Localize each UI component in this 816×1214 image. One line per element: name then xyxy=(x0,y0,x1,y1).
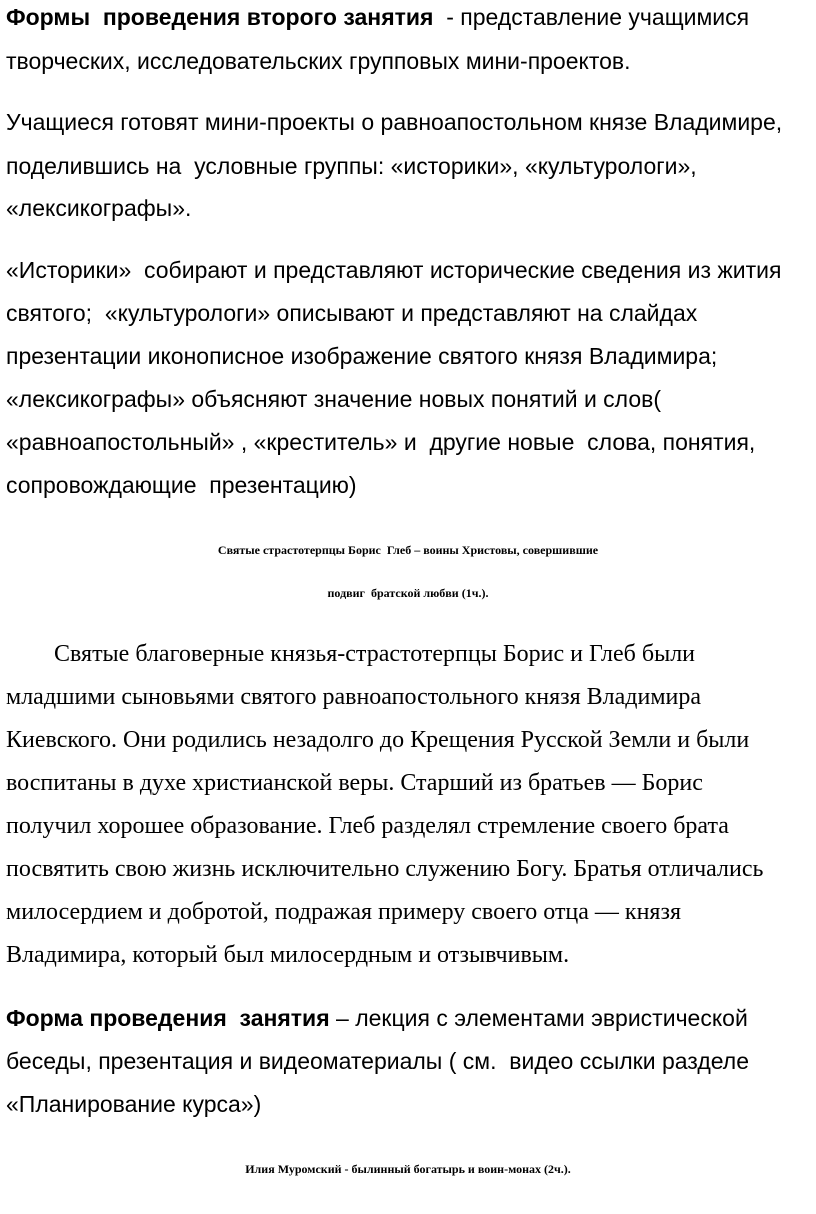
paragraph-princes-line-8: Владимира, который был милосердным и отзывчивым. xyxy=(6,942,570,968)
section-heading-ilya-muromets: Илия Муромский - былинный богатырь и воин-монах (2ч.). xyxy=(245,1162,571,1176)
paragraph-forms-line-1 xyxy=(6,2,749,32)
paragraph-princes-line-6: посвятить свою жизнь исключительно служению Богу. Братья отличались xyxy=(6,856,764,882)
paragraph-princes-line-7: милосердием и добротой, подражая примеру своего отца — князя xyxy=(6,899,681,925)
section-heading-boris-gleb-line-1: Святые страстотерпцы Борис Глеб – воины Христовы, совершившие xyxy=(217,543,599,557)
text-form-lecture-rest: – лекция с элементами эвристической xyxy=(329,1005,748,1031)
paragraph-princes-line-1: Святые благоверные князья-страстотерпцы Борис и Глеб были xyxy=(6,641,696,667)
bold-label-form-lecture: Форма проведения занятия xyxy=(6,1005,330,1031)
paragraph-groups-line-5: «равноапостольный» , «креститель» и другие новые слова, понятия, xyxy=(6,429,756,455)
paragraph-form-lecture-line-3: «Планирование курса») xyxy=(6,1091,262,1117)
paragraph-princes-line-2: младшими сыновьями святого равноапостольного князя Владимира xyxy=(6,684,702,710)
paragraph-students-line-1: Учащиеся готовят мини-проекты о равноапостольном князе Владимире, xyxy=(6,109,783,135)
bold-label-forms: Формы проведения второго занятия xyxy=(6,4,434,30)
paragraph-students-line-3: «лексикографы». xyxy=(6,195,192,221)
paragraph-students-line-2: поделившись на условные группы: «историки», «культурологи», xyxy=(6,153,697,179)
paragraph-groups-line-2: святого; «культурологи» описывают и представляют на слайдах xyxy=(6,300,698,326)
paragraph-form-lecture-line-2: беседы, презентация и видеоматериалы ( см. видео ссылки разделе xyxy=(6,1048,749,1074)
paragraph-groups-line-6: сопровождающие презентацию) xyxy=(6,472,357,498)
paragraph-princes-line-3: Киевского. Они родились незадолго до Крещения Русской Земли и были xyxy=(6,727,750,753)
text-forms-rest: - представление учащимися xyxy=(433,4,750,30)
paragraph-form-lecture-line-1 xyxy=(6,1003,748,1033)
paragraph-groups-line-1: «Историки» собирают и представляют исторические сведения из жития xyxy=(6,257,782,283)
paragraph-groups-line-3: презентации иконописное изображение святого князя Владимира; xyxy=(6,343,718,369)
paragraph-forms-line-2: творческих, исследовательских групповых мини-проектов. xyxy=(6,48,631,74)
paragraph-princes-line-4: воспитаны в духе христианской веры. Старший из братьев — Борис xyxy=(6,770,703,796)
paragraph-princes-line-5: получил хорошее образование. Глеб разделял стремление своего брата xyxy=(6,813,729,839)
paragraph-groups-line-4: «лексикографы» объясняют значение новых понятий и слов( xyxy=(6,386,662,412)
section-heading-boris-gleb-line-2: подвиг братской любви (1ч.). xyxy=(327,586,489,600)
